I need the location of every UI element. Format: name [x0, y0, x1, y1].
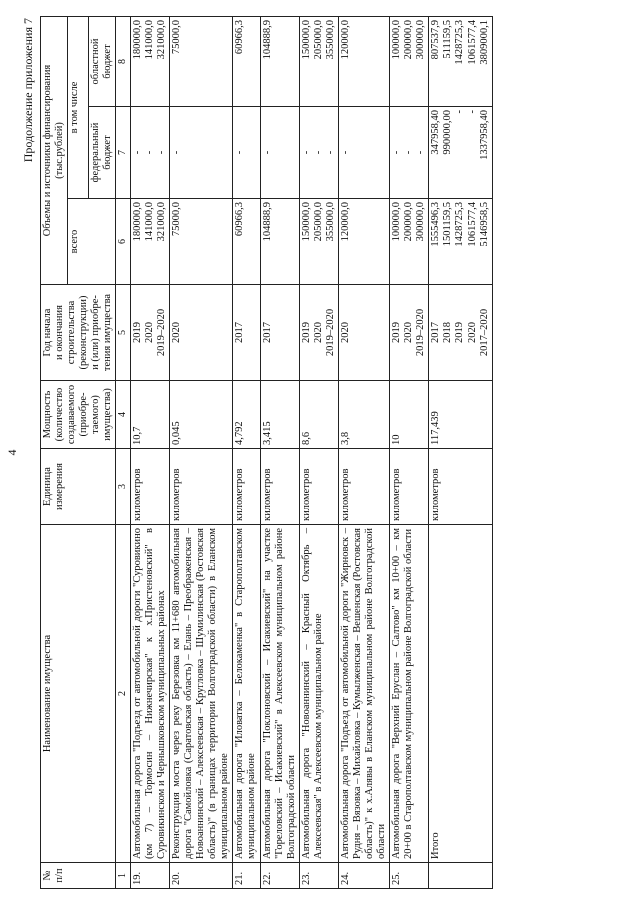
table-row	[130, 17, 169, 889]
total-cell: 150000,0 205000,0 355000,0	[299, 199, 338, 285]
property-name: Автомобильная дорога "Иловатка – Белокаменка" в Старополтавском муниципальном районе	[233, 525, 260, 863]
page-number: 4	[5, 449, 19, 456]
column-number: 1	[116, 863, 131, 889]
federal-cell: -	[233, 107, 260, 199]
regional-cell: 60966,3	[233, 17, 260, 107]
capacity-cell: 4,792	[233, 381, 260, 449]
total-cell: 100000,0 200000,0 300000,0	[390, 199, 429, 285]
years-cell: 2017 2018 2019 2020 2017–2020	[429, 285, 492, 381]
total-cell: 180000,0 141000,0 321000,0	[130, 199, 169, 285]
property-name: Автомобильная дорога "Поклоновский – Исакиевский" на участке "Гореловский – Исакиевский" в Алексеевском муниципальном районе Волгоградской области	[260, 525, 299, 863]
property-name: Автомобильная дорога "Верхний Еруслан – Салтово" км 10+00 – км 20+00 в Старополтавском муниципальном районе Волгоградской области	[390, 525, 429, 863]
row-number: 25.	[390, 863, 429, 889]
federal-cell: - - -	[390, 107, 429, 199]
total-row	[429, 17, 492, 889]
column-number: 7	[116, 107, 131, 199]
unit-cell: километров	[130, 449, 169, 525]
capacity-cell: 10,7	[130, 381, 169, 449]
years-cell: 2019 2020 2019–2020	[390, 285, 429, 381]
column-number: 4	[116, 381, 131, 449]
years-cell: 2017	[233, 285, 260, 381]
header-capacity: Мощность (количество создаваемого (приобре- таемого) имущества)	[41, 381, 116, 449]
capacity-cell: 3,8	[338, 381, 389, 449]
header-federal: федеральный бюджет	[89, 107, 116, 199]
property-name: Реконструкция моста через реку Березовка км 11+680 автомобильная дорога "Самойловка (Саратовская область) – Елань – Преображенская – Новоаннинский – Алексеевская – Кругловка – Шумилинская (Ростовская область)" (в границах территории Волгоградской области) в Еланском муниципальном районе	[170, 525, 233, 863]
column-number: 6	[116, 199, 131, 285]
header-funding: Объемы и источники финансирования (тыс.рублей)	[41, 17, 68, 285]
row-number: 19.	[130, 863, 169, 889]
capacity-cell: 10	[390, 381, 429, 449]
header-total: всего	[68, 199, 116, 285]
years-cell: 2020	[170, 285, 233, 381]
header-unit: Единица измерения	[41, 449, 116, 525]
unit-cell: километров	[233, 449, 260, 525]
financing-table	[40, 16, 493, 889]
regional-cell: 75000,0	[170, 17, 233, 107]
years-cell: 2017	[260, 285, 299, 381]
regional-cell: 807537,9 511159,5 1428725,3 1061577,4 3809000,1	[429, 17, 492, 107]
table-row	[233, 17, 260, 889]
table-row	[338, 17, 389, 889]
column-number: 2	[116, 525, 131, 863]
unit-cell: километров	[299, 449, 338, 525]
years-cell: 2019 2020 2019–2020	[130, 285, 169, 381]
federal-cell: -	[260, 107, 299, 199]
unit-cell: километров	[390, 449, 429, 525]
years-cell: 2020	[338, 285, 389, 381]
total-cell: 75000,0	[170, 199, 233, 285]
unit-cell: километров	[260, 449, 299, 525]
federal-cell: 347958,40 990000,00 - - 1337958,40	[429, 107, 492, 199]
row-number: 21.	[233, 863, 260, 889]
column-number: 3	[116, 449, 131, 525]
header-regional: областной бюджет	[89, 17, 116, 107]
table-row	[260, 17, 299, 889]
total-cell: 120000,0	[338, 199, 389, 285]
capacity-cell: 3,415	[260, 381, 299, 449]
unit-cell: километров	[170, 449, 233, 525]
row-number	[429, 863, 492, 889]
column-number-row	[116, 17, 131, 889]
table-row	[299, 17, 338, 889]
capacity-cell: 8,6	[299, 381, 338, 449]
table-row	[390, 17, 429, 889]
total-label: Итого	[429, 525, 492, 863]
regional-cell: 100000,0 200000,0 300000,0	[390, 17, 429, 107]
years-cell: 2019 2020 2019–2020	[299, 285, 338, 381]
property-name: Автомобильная дорога "Новоаннинский – Красный Октябрь – Алексеевская" в Алексеевском муниципальном районе	[299, 525, 338, 863]
capacity-cell: 117,439	[429, 381, 492, 449]
total-cell: 60966,3	[233, 199, 260, 285]
federal-cell: -	[170, 107, 233, 199]
header-name: Наименование имущества	[41, 525, 116, 863]
unit-cell: километров	[338, 449, 389, 525]
column-number: 8	[116, 17, 131, 107]
capacity-cell: 0,045	[170, 381, 233, 449]
column-number: 5	[116, 285, 131, 381]
federal-cell: - - -	[130, 107, 169, 199]
property-name: Автомобильная дорога "Подъезд от автомобильной дороги "Жирновск – Рудня – Вязовка – Михайловка – Кумылженская – Вешенская (Ростовская область)" к х.Алявы в Еланском муниципальном районе Волгоградской области	[338, 525, 389, 863]
total-cell: 104888,9	[260, 199, 299, 285]
regional-cell: 104888,9	[260, 17, 299, 107]
row-number: 22.	[260, 863, 299, 889]
federal-cell: - - -	[299, 107, 338, 199]
continuation-title: Продолжение приложения 7	[21, 18, 35, 163]
federal-cell: -	[338, 107, 389, 199]
header-num: № п/п	[41, 863, 116, 889]
row-number: 20.	[170, 863, 233, 889]
header-including: в том числе	[68, 17, 89, 199]
unit-cell: километров	[429, 449, 492, 525]
property-name: Автомобильная дорога "Подъезд от автомобильной дороги "Суровикино (км 7) – Тормосин – Нижнечирская" к х.Пристеновский" в Суровикинском и Чернышковском муниципальных районах	[130, 525, 169, 863]
row-number: 23.	[299, 863, 338, 889]
row-number: 24.	[338, 863, 389, 889]
total-cell: 1555496,3 1501159,5 1428725,3 1061577,4 5146958,5	[429, 199, 492, 285]
regional-cell: 120000,0	[338, 17, 389, 107]
header-years: Год начала и окончания строительства (реконструкции) и (или) приобре- тения имущества	[41, 285, 116, 381]
table-row	[170, 17, 233, 889]
regional-cell: 150000,0 205000,0 355000,0	[299, 17, 338, 107]
regional-cell: 180000,0 141000,0 321000,0	[130, 17, 169, 107]
